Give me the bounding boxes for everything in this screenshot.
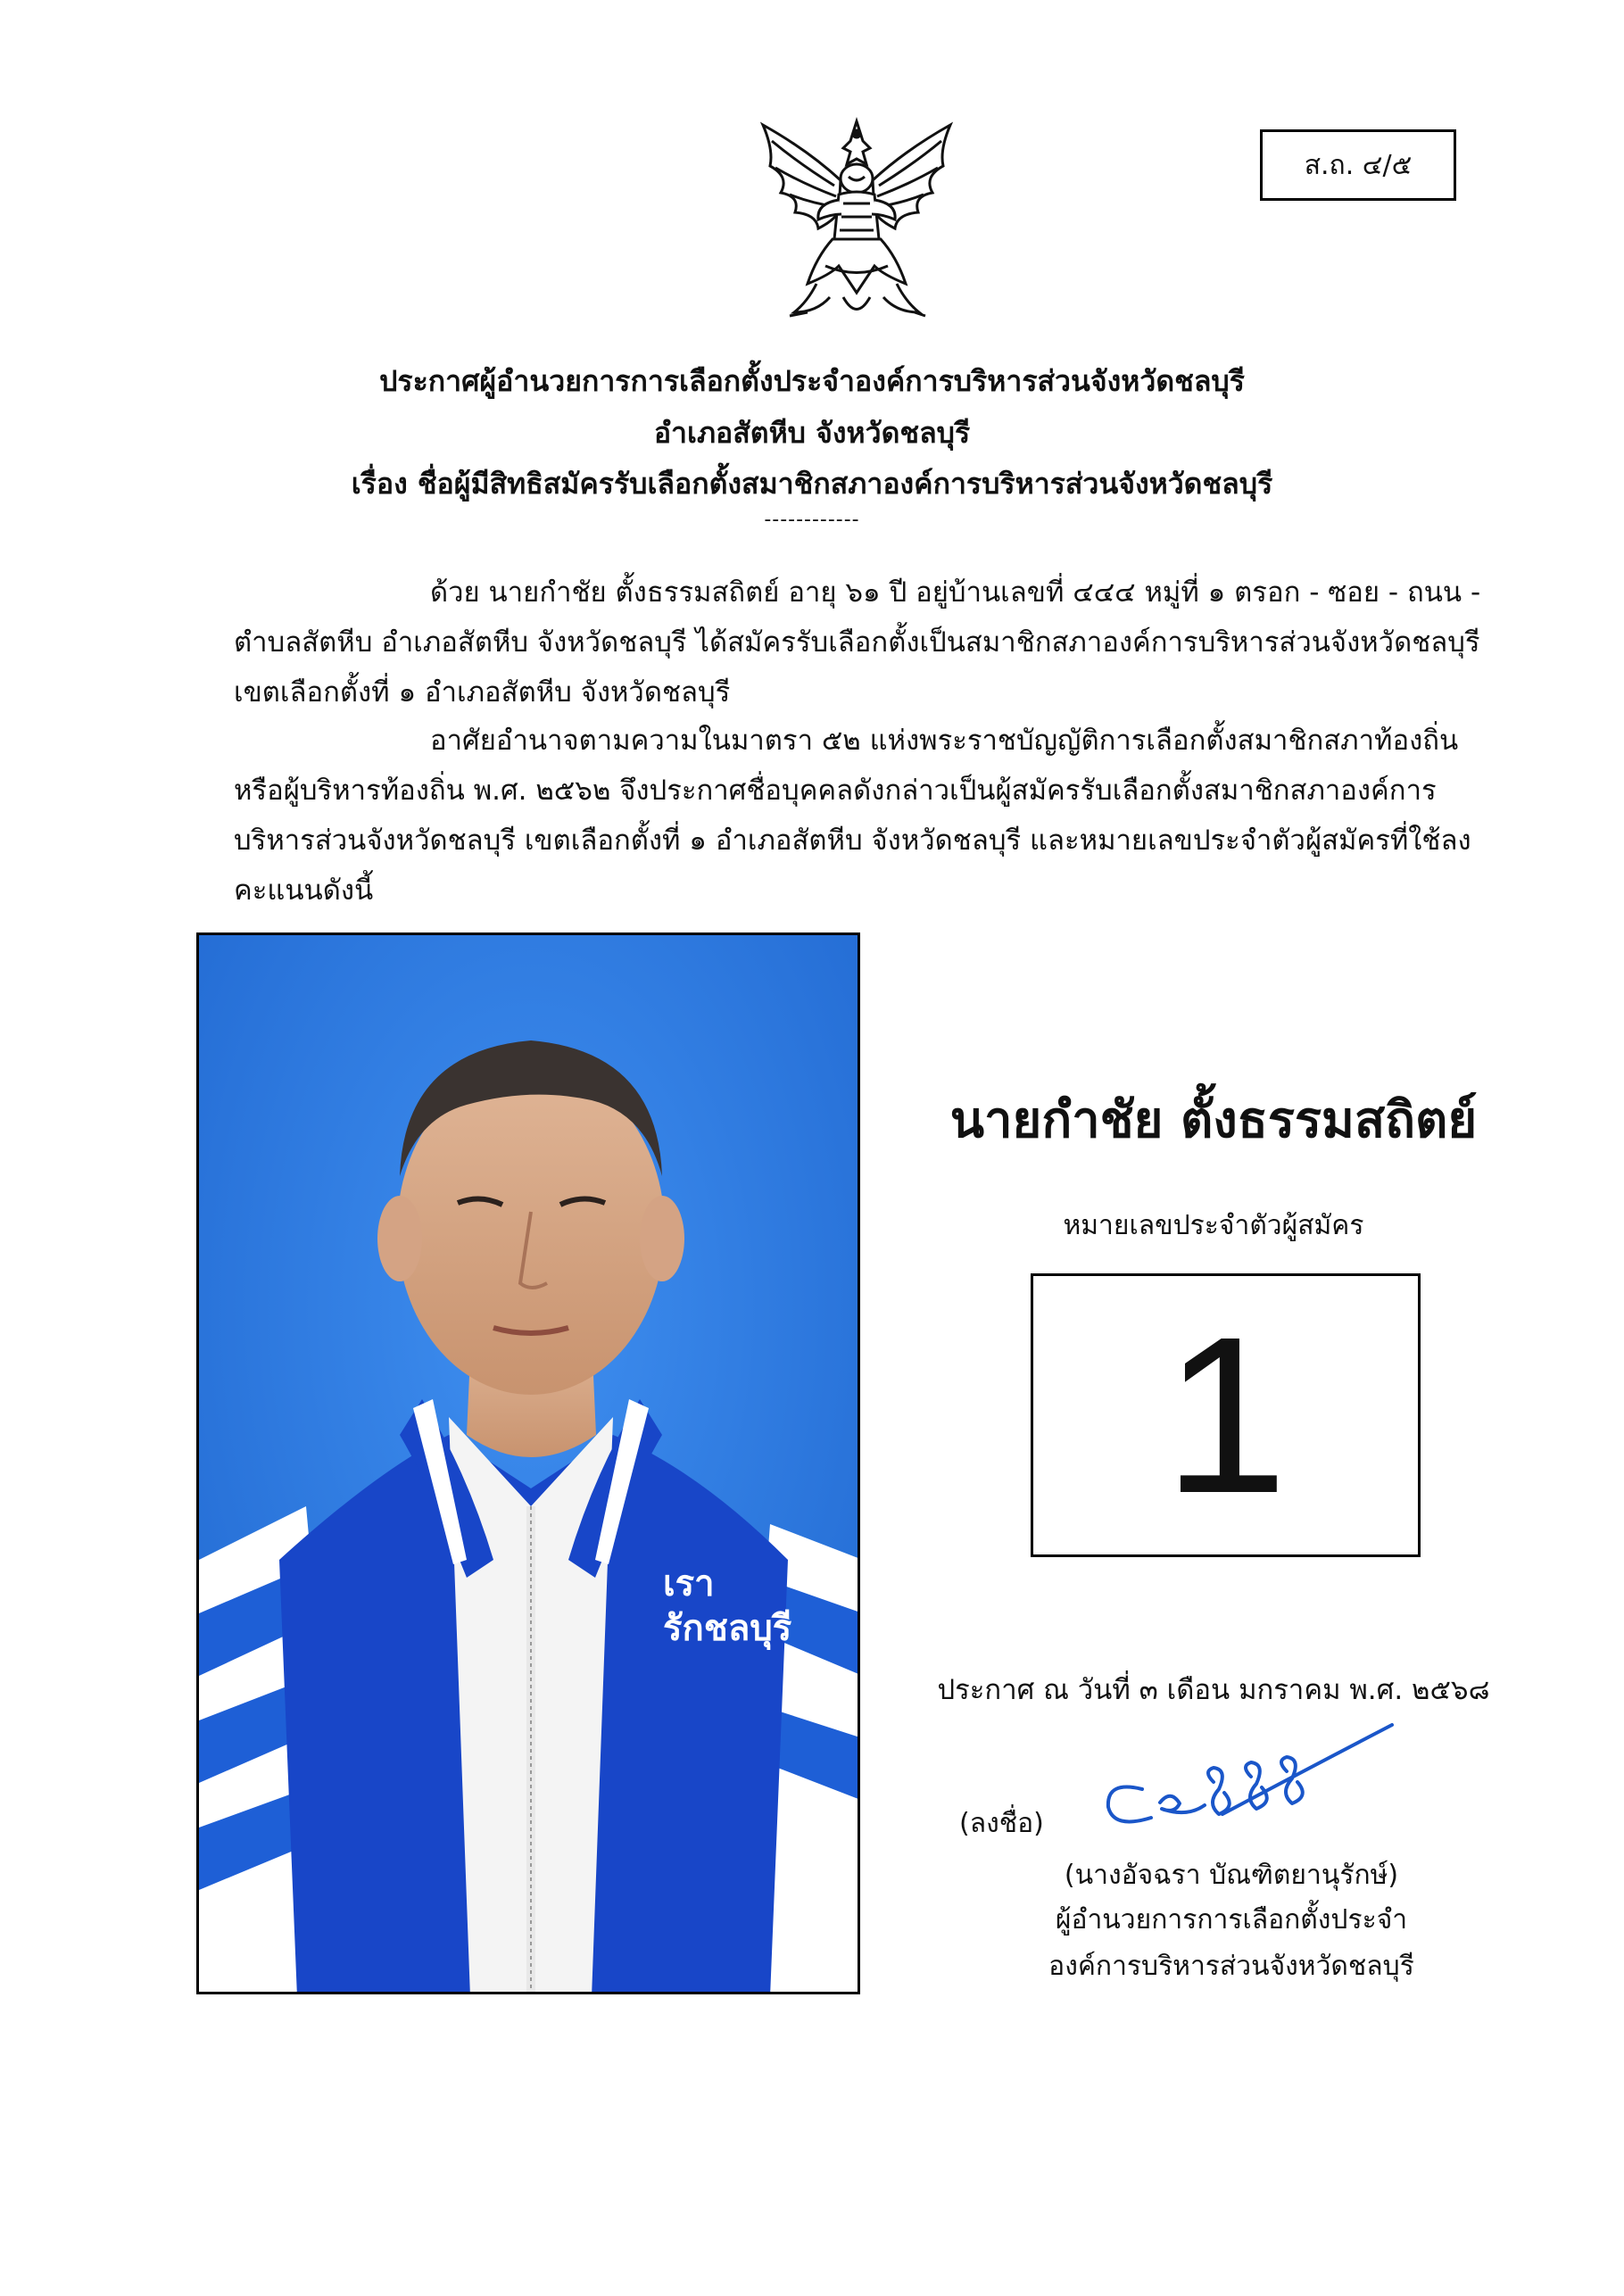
- candidate-photo: [196, 932, 860, 1994]
- signer-title-line2: องค์การบริหารส่วนจังหวัดชลบุรี: [1048, 1951, 1414, 1982]
- candidate-number-label: หมายเลขประจำตัวผู้สมัคร: [1063, 1210, 1364, 1241]
- signature-label: (ลงชื่อ): [959, 1808, 1044, 1839]
- jacket-logo-line2: รักชลบุรี: [663, 1608, 792, 1649]
- announcement-date: ประกาศ ณ วันที่ ๓ เดือน มกราคม พ.ศ. ๒๕๖๘: [937, 1674, 1490, 1706]
- body-paragraph-2: [234, 716, 1497, 916]
- signer-title-line1: ผู้อำนวยการการเลือกตั้งประจำ: [1055, 1904, 1408, 1935]
- candidate-number: 1: [1163, 1290, 1288, 1539]
- district-heading: อำเภอสัตหีบ จังหวัดชลบุรี: [653, 416, 971, 450]
- heading-separator: ------------: [764, 509, 860, 531]
- body-paragraph-2-text: อาศัยอำนาจตามความในมาตรา ๕๒ แห่งพระราชบัญญัติการเลือกตั้งสมาชิกสภาท้องถิ่นหรือผู้บริหารท้องถิ่น พ.ศ. ๒๕๖๒ จึงประกาศชื่อบุคคลดังกล่าวเป็นผู้สมัครรับเลือกตั้งสมาชิกสภาองค์การบริหารส่วนจังหวัดชลบุรี เขตเลือกตั้งที่ ๑ อำเภอสัตหีบ จังหวัดชลบุรี และหมายเลขประจำตัวผู้สมัครที่ใช้ลงคะแนนดังนี้: [234, 725, 1471, 907]
- body-paragraph-1-text: ด้วย นายกำชัย ตั้งธรรมสถิตย์ อายุ ๖๑ ปี อยู่บ้านเลขที่ ๔๔๔ หมู่ที่ ๑ ตรอก - ซอย - ถนน - ตำบลสัตหีบ อำเภอสัตหีบ จังหวัดชลบุรี ได้สมัครรับเลือกตั้งเป็นสมาชิกสภาองค์การบริหารส่วนจังหวัดชลบุรี เขตเลือกตั้งที่ ๑ อำเภอสัตหีบ จังหวัดชลบุรี: [234, 576, 1481, 709]
- body-paragraph-1: [234, 568, 1497, 717]
- signer-name: (นางอัจฉรา บัณฑิตยานุรักษ์): [1064, 1860, 1399, 1891]
- garuda-emblem-icon: [754, 114, 959, 328]
- form-code-box: ส.ถ. ๔/๕: [1260, 129, 1456, 201]
- candidate-number-box: [1031, 1273, 1421, 1557]
- announcement-heading: ประกาศผู้อำนวยการการเลือกตั้งประจำองค์การบริหารส่วนจังหวัดชลบุรี: [379, 364, 1245, 398]
- subject-heading: เรื่อง ชื่อผู้มีสิทธิสมัครรับเลือกตั้งสมาชิกสภาองค์การบริหารส่วนจังหวัดชลบุรี: [351, 467, 1273, 501]
- handwritten-signature: [1089, 1718, 1410, 1852]
- candidate-name: นายกำชัย ตั้งธรรมสถิตย์: [949, 1091, 1478, 1149]
- jacket-logo-line1: เรา: [663, 1563, 715, 1604]
